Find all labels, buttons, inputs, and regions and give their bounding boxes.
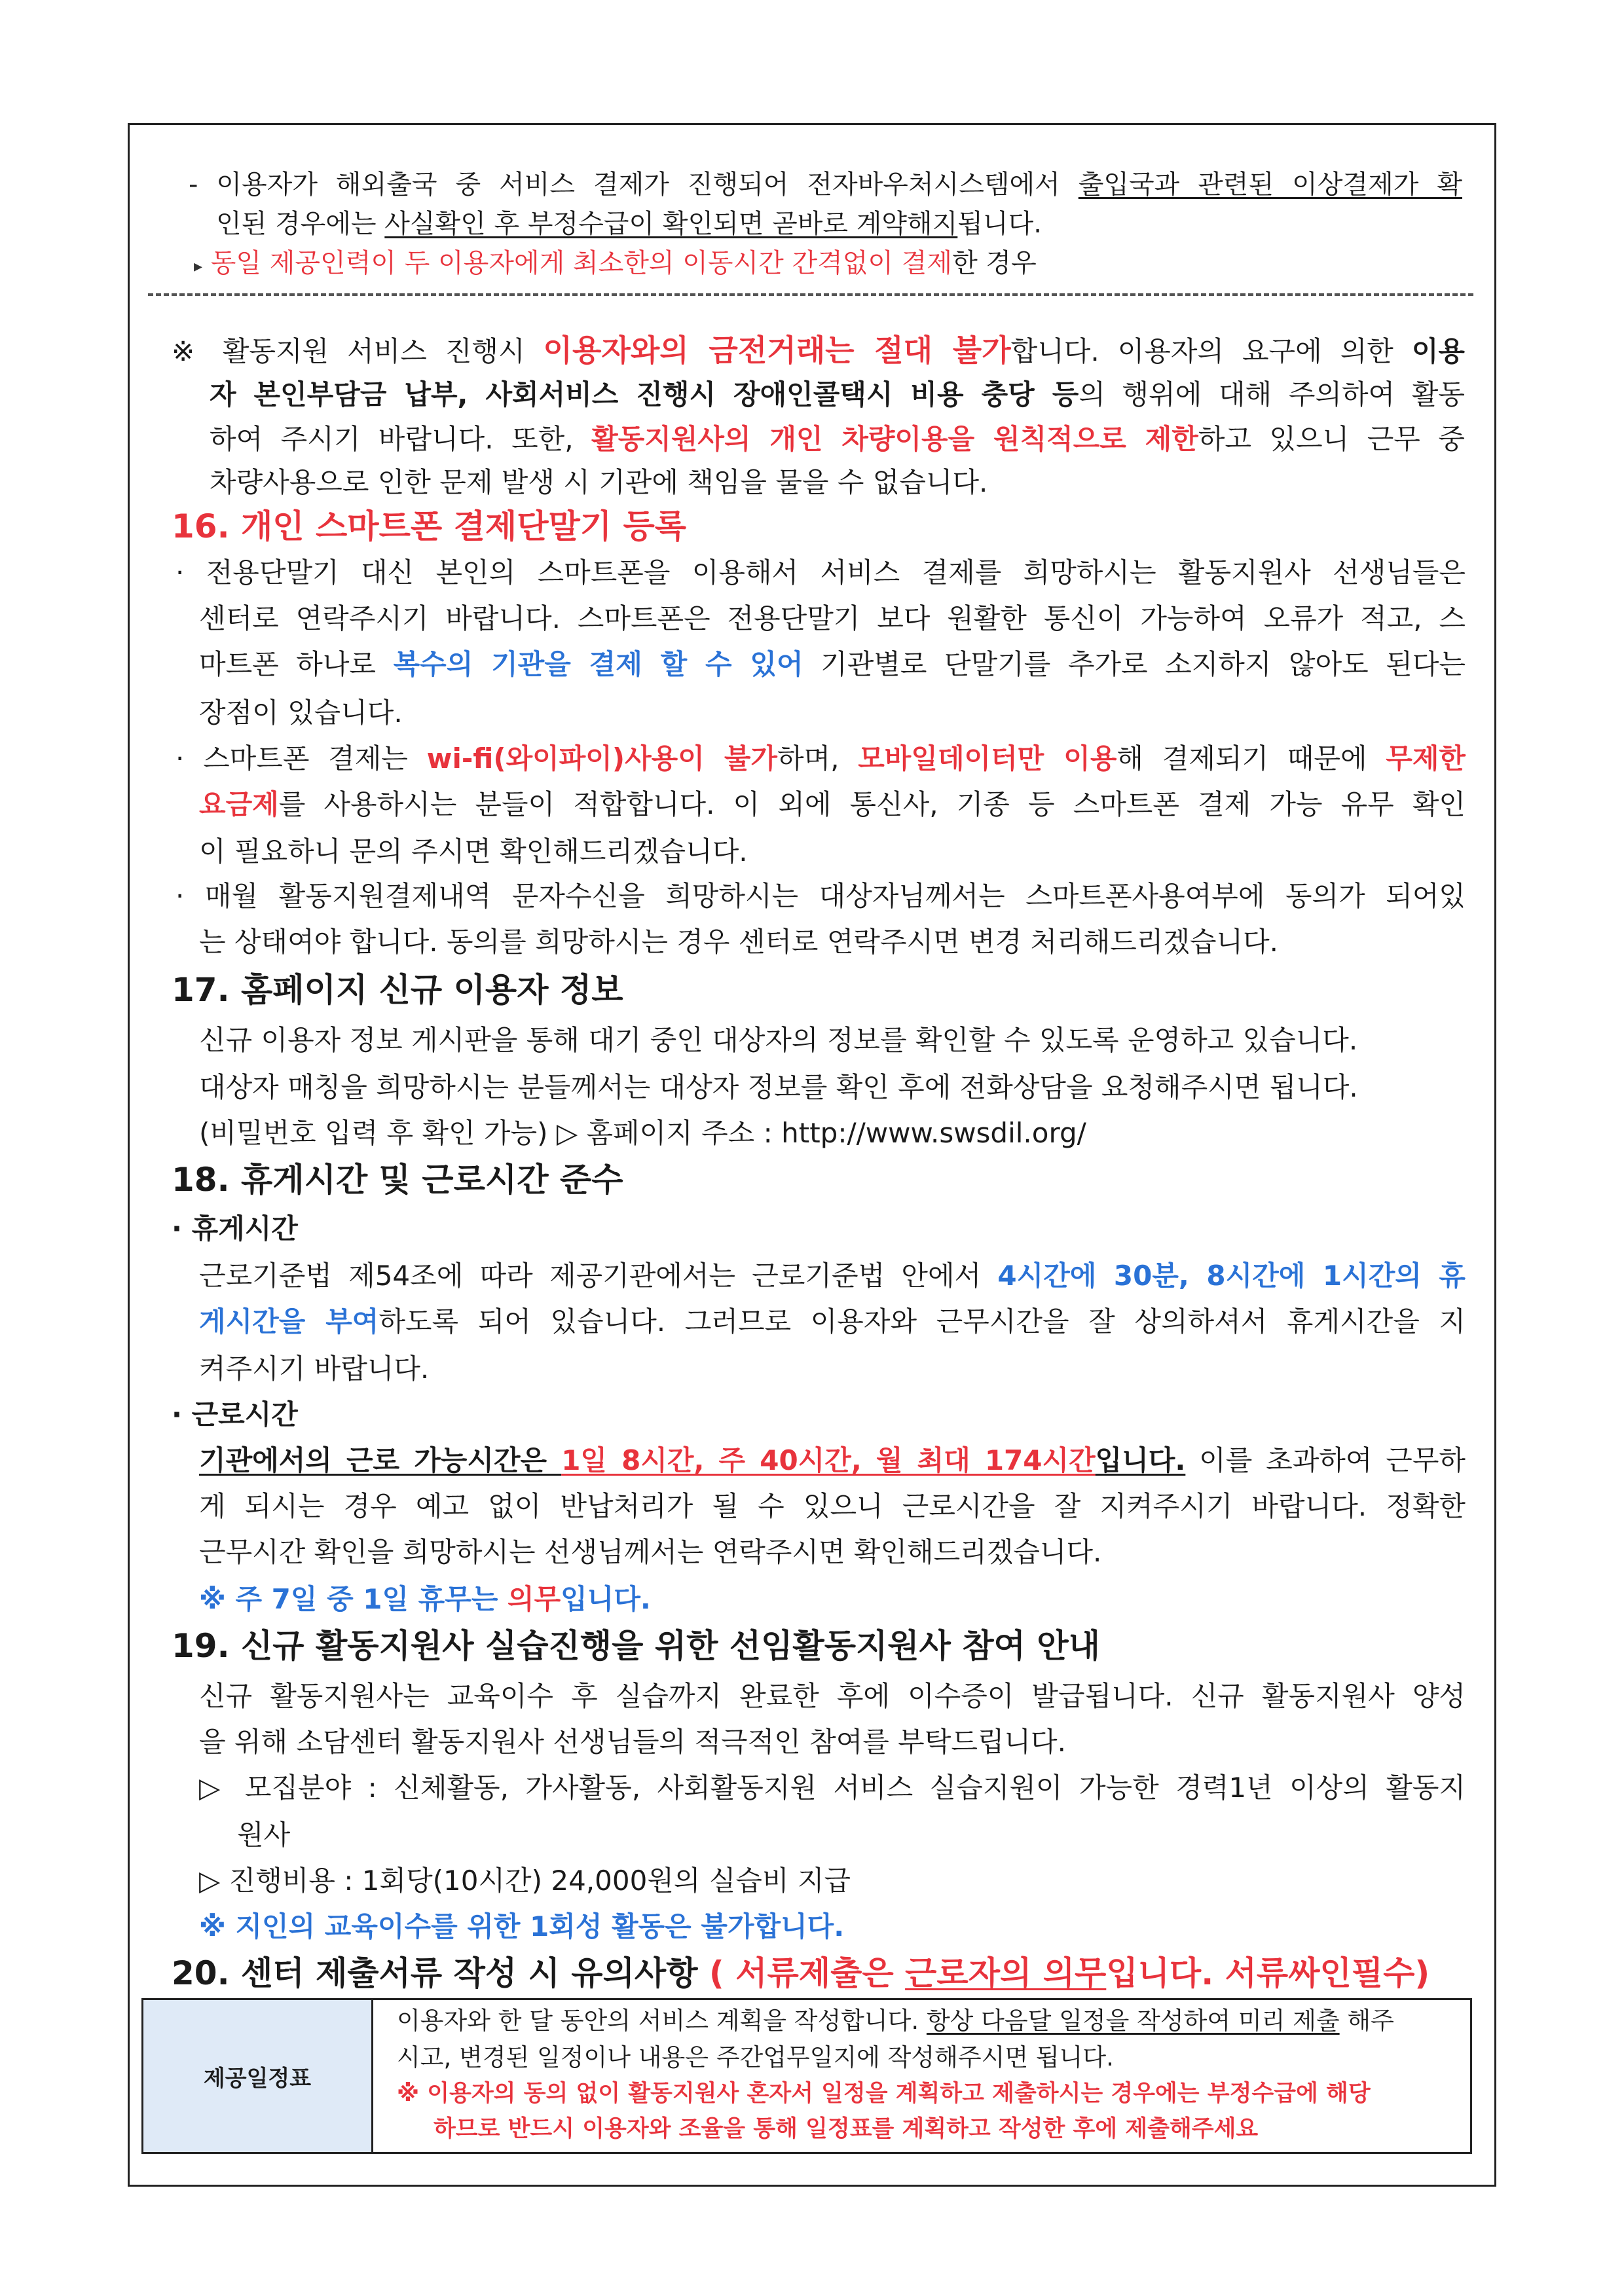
s18-rest-title: · 휴게시간 bbox=[172, 1212, 298, 1245]
s17-line-2: 대상자 매칭을 희망하시는 분들께서는 대상자 정보를 확인 후에 전화상담을 요청해주시면 됩니다. bbox=[199, 1071, 1358, 1103]
section-20-title: 20. 센터 제출서류 작성 시 유의사항 ( 서류제출은 근로자의 의무입니다. 서류싸인필수) bbox=[172, 1954, 1430, 1992]
submission-table bbox=[141, 1998, 1472, 2154]
s18-work-line-1: 기관에서의 근로 가능시간은 1일 8시간, 주 40시간, 월 최대 174시간입니다. 이를 초과하여 근무하 bbox=[199, 1444, 1466, 1476]
s17-line-3: (비밀번호 입력 후 확인 가능) ▷ 홈페이지 주소 : http://www.swsdil.org/ bbox=[199, 1117, 1086, 1149]
section-18-title: 18. 휴게시간 및 근로시간 준수 bbox=[172, 1161, 623, 1199]
s18-rest-line-3: 켜주시기 바랍니다. bbox=[199, 1353, 430, 1385]
s16-p3-line-2: 는 상태여야 합니다. 동의를 희망하시는 경우 센터로 연락주시면 변경 처리해드리겠습니다. bbox=[199, 926, 1279, 958]
s16-p2-line-3: 이 필요하니 문의 주시면 확인해드리겠습니다. bbox=[199, 835, 748, 867]
s18-work-line-2: 게 되시는 경우 예고 없이 반납처리가 될 수 있으니 근로시간을 잘 지켜주시기 바랍니다. 정확한 bbox=[199, 1490, 1466, 1522]
table-header-cell: 제공일정표 bbox=[143, 2000, 373, 2152]
s19-note: ※ 지인의 교육이수를 위한 1회성 활동은 불가합니다. bbox=[199, 1910, 845, 1942]
table-line-2: 시고, 변경된 일정이나 내용은 주간업무일지에 작성해주시면 됩니다. bbox=[397, 2043, 1114, 2071]
s19-line-2: 을 위해 소담센터 활동지원사 선생님들의 적극적인 참여를 부탁드립니다. bbox=[199, 1726, 1066, 1758]
notice-line-2: 자 본인부담금 납부, 사회서비스 진행시 장애인콜택시 비용 충당 등의 행위에 대해 주의하여 활동 bbox=[210, 378, 1465, 410]
dashed-divider bbox=[148, 293, 1473, 296]
table-content-cell bbox=[373, 2000, 1470, 2152]
s17-line-1: 신규 이용자 정보 게시판을 통해 대기 중인 대상자의 정보를 확인할 수 있도록 운영하고 있습니다. bbox=[199, 1024, 1358, 1056]
s16-p2-line-2: 요금제를 사용하시는 분들이 적합합니다. 이 외에 통신사, 기종 등 스마트폰 결제 가능 유무 확인 bbox=[199, 788, 1466, 820]
s18-work-line-3: 근무시간 확인을 희망하시는 선생님께서는 연락주시면 확인해드리겠습니다. bbox=[199, 1536, 1102, 1568]
s16-p3-line-1: · 매월 활동지원결제내역 문자수신을 희망하시는 대상자님께서는 스마트폰사용여부에 동의가 되어있 bbox=[175, 880, 1466, 912]
s18-work-note: ※ 주 7일 중 1일 휴무는 의무입니다. bbox=[199, 1583, 651, 1615]
top-line-3: ▸ 동일 제공인력이 두 이용자에게 최소한의 이동시간 간격없이 결제한 경우 bbox=[194, 248, 1037, 278]
section-16-title: 16. 개인 스마트폰 결제단말기 등록 bbox=[172, 507, 687, 545]
section-17-title: 17. 홈페이지 신규 이용자 정보 bbox=[172, 971, 623, 1009]
s18-rest-line-1: 근로기준법 제54조에 따라 제공기관에서는 근로기준법 안에서 4시간에 30분, 8시간에 1시간의 휴 bbox=[199, 1260, 1466, 1292]
top-line-1: - 이용자가 해외출국 중 서비스 결제가 진행되어 전자바우처시스템에서 출입국과 관련된 이상결제가 확 bbox=[189, 170, 1462, 200]
table-line-1: 이용자와 한 달 동안의 서비스 계획을 작성합니다. 항상 다음달 일정을 작성하여 미리 제출 해주 bbox=[397, 2007, 1394, 2035]
s16-p1-line-2: 센터로 연락주시기 바랍니다. 스마트폰은 전용단말기 보다 원활한 통신이 가능하여 오류가 적고, 스 bbox=[199, 602, 1466, 634]
s19-line-5: ▷ 진행비용 : 1회당(10시간) 24,000원의 실습비 지급 bbox=[199, 1865, 851, 1897]
s16-p1-line-1: · 전용단말기 대신 본인의 스마트폰을 이용해서 서비스 결제를 희망하시는 활동지원사 선생님들은 bbox=[175, 556, 1466, 589]
table-line-4: 하므로 반드시 이용자와 조율을 통해 일정표를 계획하고 작성한 후에 제출해주세요 bbox=[434, 2116, 1259, 2142]
notice-line-1: ※ 활동지원 서비스 진행시 이용자와의 금전거래는 절대 불가합니다. 이용자의 요구에 의한 이용 bbox=[172, 333, 1465, 368]
table-line-3: ※ 이용자의 동의 없이 활동지원사 혼자서 일정을 계획하고 제출하시는 경우에는 부정수급에 해당 bbox=[397, 2081, 1371, 2107]
s19-line-3: ▷ 모집분야 : 신체활동, 가사활동, 사회활동지원 서비스 실습지원이 가능한 경력1년 이상의 활동지 bbox=[199, 1772, 1466, 1804]
s16-p1-line-4: 장점이 있습니다. bbox=[199, 697, 403, 729]
notice-line-4: 차량사용으로 인한 문제 발생 시 기관에 책임을 물을 수 없습니다. bbox=[210, 466, 988, 498]
s19-line-1: 신규 활동지원사는 교육이수 후 실습까지 완료한 후에 이수증이 발급됩니다. 신규 활동지원사 양성 bbox=[199, 1680, 1466, 1712]
notice-line-3: 하여 주시기 바랍니다. 또한, 활동지원사의 개인 차량이용을 원칙적으로 제한하고 있으니 근무 중 bbox=[210, 423, 1465, 455]
s16-p1-line-3: 마트폰 하나로 복수의 기관을 결제 할 수 있어 기관별로 단말기를 추가로 소지하지 않아도 된다는 bbox=[199, 648, 1466, 680]
s16-p2-line-1: · 스마트폰 결제는 wi-fi(와이파이)사용이 불가하며, 모바일데이터만 이용해 결제되기 때문에 무제한 bbox=[175, 742, 1466, 774]
section-19-title: 19. 신규 활동지원사 실습진행을 위한 선임활동지원사 참여 안내 bbox=[172, 1627, 1100, 1665]
s18-rest-line-2: 게시간을 부여하도록 되어 있습니다. 그러므로 이용자와 근무시간을 잘 상의하셔서 휴게시간을 지 bbox=[199, 1305, 1466, 1338]
s18-work-title: · 근로시간 bbox=[172, 1398, 298, 1430]
top-line-2: 인된 경우에는 사실확인 후 부정수급이 확인되면 곧바로 계약해지됩니다. bbox=[216, 209, 1042, 239]
s19-line-4: 원사 bbox=[237, 1819, 291, 1851]
